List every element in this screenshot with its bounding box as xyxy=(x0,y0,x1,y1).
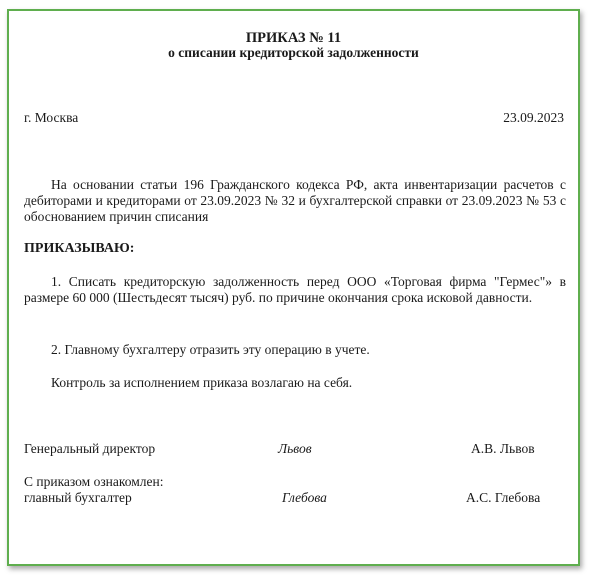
order-word: ПРИКАЗЫВАЮ: xyxy=(24,241,135,256)
control-paragraph: Контроль за исполнением приказа возлагаю на себя. xyxy=(51,375,353,390)
order-item-1: 1. Списать кредиторскую задолженность перед ООО «Торговая фирма "Гермес"» в размере 60 000 (Шестьдесят тысяч) руб. по причине окончания срока исковой давности. xyxy=(24,274,566,305)
accountant-title: главный бухгалтер xyxy=(24,490,132,505)
accountant-signature: Глебова xyxy=(282,490,327,505)
order-title: ПРИКАЗ № 11 xyxy=(245,30,342,46)
director-title: Генеральный директор xyxy=(24,441,156,456)
accountant-name: А.С. Глебова xyxy=(466,490,541,505)
acquainted-label: С приказом ознакомлен: xyxy=(24,474,164,489)
order-subtitle: о списании кредиторской задолженности xyxy=(168,45,419,60)
basis-paragraph: На основании статьи 196 Гражданского кодекса РФ, акта инвентаризации расчетов с дебиторами и кредиторами от 23.09.2023 № 32 и бухгалтерской справки от 23.09.2023 № 53 с обоснованием причин списания xyxy=(24,177,566,224)
director-signature: Львов xyxy=(278,441,312,456)
document-frame xyxy=(7,9,580,566)
order-item-2: 2. Главному бухгалтеру отразить эту операцию в учете. xyxy=(51,342,370,357)
director-name: А.В. Львов xyxy=(471,441,535,456)
order-date: 23.09.2023 xyxy=(503,110,564,125)
city: г. Москва xyxy=(24,110,79,125)
